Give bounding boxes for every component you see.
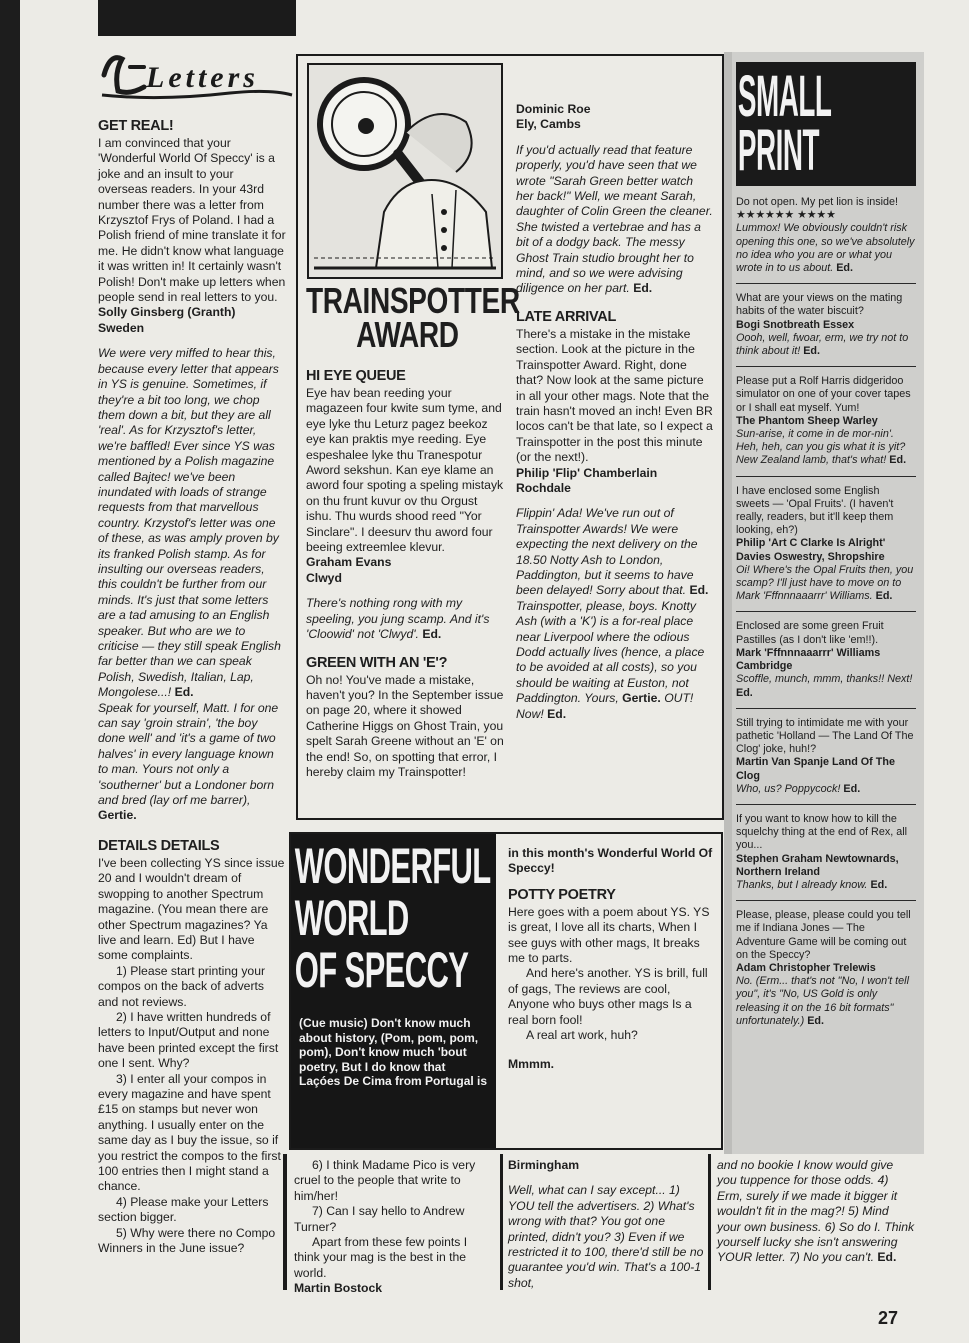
green-reply: If you'd actually read that feature properly, you'd have seen that we wrote "Sarah Green better watch her back!" Well, we meant Sarah, daughter of Colin Green the cleaner. She twisted a vertebrae and has a bit of a dodgy back. The messy Ghost Train studio brought her to mind, and so we were advising diligence on her part. Ed. [516,142,713,296]
wonderful-title-line2: WORLD [294,890,409,946]
small-print-divider [736,900,916,901]
wonderful-column [508,846,714,1073]
get-real-signature-name: Solly Ginsberg (Granth) [98,305,236,320]
late-reply2: Trainspotter, please, boys. Knotty Ash (with a 'K') is a for-real place near Liverpool where the odious Dodd actually lives (hence, a place to be avoided at all costs), so you should be waiting at Euston, not Paddington. Yours, Gertie. OUT! Now! Ed. [516,598,705,721]
details-signature: Martin Bostock [294,1281,383,1296]
small-print-item: Still trying to intimidate me with your pathetic 'Holland — The Land Of The Clog' joke, huh!? Martin Van Spanje Land Of The Clog Who, us? Poppycock! Ed. [736,716,914,795]
trainspotter-title-line1: TRAINSPOTTER [306,280,520,321]
small-print-divider [736,611,916,612]
hi-eye-signature-place: Clwyd [306,570,342,585]
green-heading: GREEN WITH AN 'E'? [306,654,448,671]
green-reply-sign: Ed. [633,281,653,296]
late-heading: LATE ARRIVAL [516,308,617,325]
page-number: 27 [878,1308,899,1328]
get-real-heading: GET REAL! [98,118,174,134]
left-column [98,118,286,1256]
torn-edge-left [283,1154,287,1290]
hi-eye-signature-name: Graham Evans [306,555,392,570]
small-print-item: If you want to know how to kill the squelchy thing at the end of Rex, all you... Stephen Graham Newtownards, Northern Ireland Thanks, but I already know. Ed. [736,812,908,891]
get-real-letter: I am convinced that your 'Wonderful World Of Speccy' is a joke and an insult to your overseas readers. In your 43rd number there was a letter from Krzysztof Frys of Poland. I had a Polish friend of mine translate it for me. He didn't know what language it was written in! It certainly wasn't Polish! Don't make up letters when people send in real letters to you. [98,136,286,305]
green-signature-place: Ely, Cambs [516,117,581,132]
details-point-4: 4) Please make your Letters section bigger. [98,1194,269,1225]
details-reply-column [508,1158,704,1291]
details-point-1: 1) Please start printing your compos on the back of adverts and not reviews. [98,963,266,1009]
wonderful-world-header [291,834,496,1010]
potty-poetry-heading: POTTY POETRY [508,886,616,903]
details-intro: I've been collecting YS since issue 20 and I wouldn't dream of swopping to another Spectrum magazine. (You mean there are other Spectrum magazines? Ya live and learn. Ed) But I have some complaints. [98,855,285,963]
get-real-reply2-sign: Gertie. [98,808,137,823]
green-letter: Oh no! You've made a mistake, haven't you? In the September issue on page 20, where it showed Catherine Higgs on Ghost Train, you spelt Sarah Greene without an 'E' on the end! So, on spotting that error, I hereby claim my Trainspotter! [306,672,504,779]
wonderful-title-line3: OF SPECCY [294,942,469,998]
small-print-title: SMALL PRINT [737,64,831,183]
get-real-reply-sign: Ed. [174,685,194,700]
small-print-item: Do not open. My pet lion is inside! ★★★★★★ ★★★★ Lummox! We obviously couldn't risk opening this one, so we've absolutely no idea who you are or what you wrote in to us about. Ed. [736,196,915,275]
details-heading: DETAILS DETAILS [98,837,220,854]
details-reply-a: Well, what can I say except... 1) YOU tell the advertisers. 2) What's wrong with that? You got one printed, didn't you? 3) Even if we restricted it to 100, there'd still be no guarantee you'd win. That's a 100-1 shot, [508,1183,704,1290]
details-reply-column-2 [717,1158,915,1266]
trainspotter-column-1 [306,368,506,780]
small-print-list [736,196,916,1028]
details-point-6: 6) I think Madame Pico is very cruel to the people that write to him/her! [294,1158,476,1203]
details-continued [294,1158,494,1297]
small-print-item: Please put a Rolf Harris didgeridoo simulator on one of your cover tapes or I shall eat myself. Yum! The Phantom Sheep Warley Sun-arise, it come in de mor-nin'. Heh, heh, can you gis what it is yit? New Zealand lamb, that's what! Ed. [736,375,911,467]
wonderful-intro2: in this month's Wonderful World Of Speccy! [508,846,713,876]
late-reply2-sign: Gertie. [622,691,661,706]
potty-poem-3: A real art work, huh? [526,1028,638,1043]
small-print-divider [736,804,916,805]
small-print-divider [736,708,916,709]
details-reply-b: and no bookie I know would give you tuppence for those odds. 4) Erm, surely if we made it bigger it wouldn't fit in the mag?! 5) Mind your own business. 6) So do I. Think yourself lucky she isn't answering YOUR letter. 7) No you can't. Ed. [717,1158,915,1265]
trainspotter-column-2 [516,68,714,722]
wonderful-title-line1: WONDERFUL [294,838,491,894]
details-reply-sign: Ed. [877,1250,897,1265]
details-place: Birmingham [508,1158,580,1172]
small-print-item: Please, please, please could you tell me if Indiana Jones — The Adventure Game will be coming out on the Speccy? Adam Christopher Trelewis No. (Erm... that's not "No, I won't tell you", it's "No, US Gold is only releasing it on the 16 bit formats" unfortunately.) Ed. [736,909,911,1027]
late-signature-place: Rochdale [516,480,571,495]
get-real-signature-place: Sweden [98,320,145,335]
trainspotter-cartoon-image [306,62,504,280]
potty-end: Mmmm. [508,1057,555,1072]
small-print-item: Enclosed are some green Fruit Pastilles (as I don't like 'em!!). Mark 'Fffnnnaaarrr' Williams Cambridge Scoffle, munch, mmm, thanks!! Next! Ed. [736,620,913,699]
hi-eye-heading: HI EYE QUEUE [306,368,406,384]
wonderful-intro-panel [291,1010,496,1148]
trainspotter-title [306,280,520,360]
late-letter: There's a mistake in the mistake section. Look at the picture in the Trainspotter Award. Right, done that? Now look at the same picture in all your other mags. Note that the train hasn't moved an inch! Even BR locos can't be that late, so I expect a Trainspotter in the post this minute (or the next!). [516,326,713,465]
late-reply: Flippin' Ada! We've run out of Trainspotter Awards! We were expecting the next delivery on the 18.50 Notty Ash to London, Paddington, but it seems to have been delayed! Sorry about that. Ed. [516,506,709,598]
small-print-item: I have enclosed some English sweets — 'Opal Fruits'. (I haven't really, readers, but it'll keep them looking, eh?) Philip 'Art C Clarke Is Alright' Davies Oswestry, Shropshire Oi! Where's the Opal Fruits then, you scamp? I'll just have to move on to Mark 'Fffnnnaaarrr' Williams. Ed. [736,484,914,603]
green-signature-name: Dominic Roe [516,102,591,116]
details-point-7: 7) Can I say hello to Andrew Turner? [294,1204,465,1234]
potty-poem-2: And here's another. YS is brill, full of gags, The reviews are cool, Anyone who buys other mags Is a real born fool! [508,966,708,1027]
page-spine [0,0,20,1343]
hi-eye-reply-sign: Ed. [422,627,442,642]
small-print-divider [736,283,916,284]
details-point-8: Apart from these few points I think your mag is the best in the world. [294,1235,468,1280]
get-real-reply: We were very miffed to hear this, because every letter that appears in YS is genuine. Sometimes, if they're a bit too long, we chop them down a bit, but they are all 'real'. As for Krzysztof's letter, we're baffled! Ever since YS was mentioned by a Polish magazine called Bajtec! we've been inundated with loads of strange requests from that marvellous country. Krzystof's letter was one of these, as was amply proven by its franked Polish stamp. As for insulting our overseas readers, this couldn't be further from our minds. It's just that some letters are a tad amusing to an English speaker. But who are we to criticise — they still speak English far better than we can speak Polish, Swedish, Italian, Lap, Mongolese...! Ed. [98,346,281,700]
torn-edge-middle [500,1154,503,1290]
details-point-5: 5) Why were there no Compo Winners in the June issue? [98,1225,276,1256]
trainspotter-title-line2: AWARD [356,314,459,355]
late-reply-sign: Ed. [689,583,709,598]
hi-eye-letter: Eye hav bean reeding your magazeen four kwite sum tyme, and eye lyke thu Leturz pagez beekoz eye kan praktis mye reeding. Eye espeshalee lyke thu Tranespotur Aword sekshun. Kan eye klame an aword four spoting a speling mistayk on thu frunt kuvur ov thu Orgust ishu. Thu wurds shood reed "Yor Sinclare". I deesurv thu aword four beeing extreemlee klevur. [306,386,504,555]
header-tab [98,0,296,36]
letters-logo [100,45,295,105]
potty-poem: Here goes with a poem about YS. YS is great, I love all its charts, When I see guys with other mags, It breaks me to parts. [508,904,710,966]
torn-edge-right [708,1154,711,1290]
details-point-3: 3) I enter all your compos in every magazine and have spent £15 on stamps but never won anything. I usually enter on the same day as I buy the issue, so if you restrict the compos to the first 100 entries then I might stand a chance. [98,1071,281,1194]
wonderful-intro: (Cue music) Don't know much about history, (Pom, pom, pom, pom), Don't know much 'bout poetry, But I do know that Laçóes De Cima from Portugal is [299,1016,488,1089]
logo-text: Letters [146,61,259,94]
hi-eye-reply: There's nothing rong with my speeling, you jung scamp. And it's 'Cloowid' not 'Clwyd'. Ed. [306,596,490,642]
small-print-item: What are your views on the mating habits of the water biscuit? Bogi Snotbreath Essex Oooh, well, fwoar, erm, we try not to think about it! Ed. [736,292,909,358]
late-signature-name: Philip 'Flip' Chamberlain [516,465,658,480]
small-print-divider [736,366,916,367]
small-print-header [736,62,916,186]
details-point-2: 2) I have written hundreds of letters to Input/Output and none have been printed except the first one I sent. Why? [98,1009,279,1071]
small-print-divider [736,476,916,477]
get-real-reply2: Speak for yourself, Matt. I for one can say 'groin strain', 'the boy done well' and 'it's a game of two halves' in every language known to man. Yours not only a 'southerner' but a Londoner born and bred (lay orf me barrer), Gertie. [98,700,279,823]
